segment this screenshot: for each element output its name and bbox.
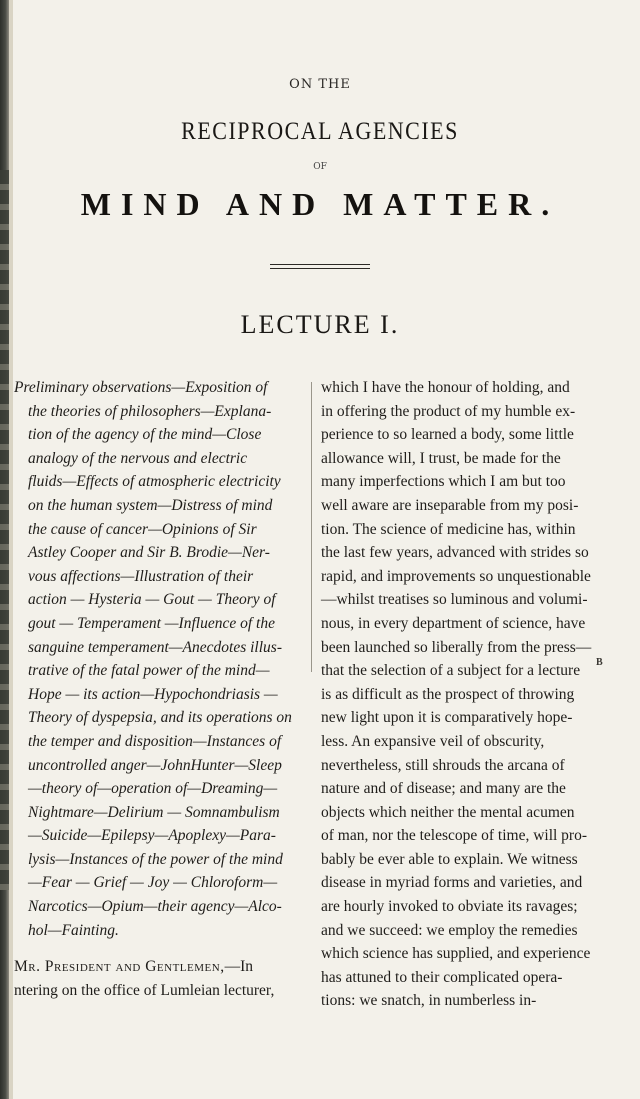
summary-line: uncontrolled anger—JohnHunter—Sleep: [28, 756, 282, 774]
body-line: allowance will, I trust, be made for the: [321, 449, 561, 467]
left-column: [14, 376, 299, 1003]
summary-line: Nightmare—Delirium — Somnambulism: [28, 803, 280, 821]
body-line: and we succeed: we employ the remedies: [321, 921, 578, 939]
body-line: the last few years, advanced with strides so: [321, 544, 589, 562]
decorative-rule-bottom: [270, 268, 370, 269]
body-line: that the selection of a subject for a lecture: [321, 662, 581, 680]
signature-mark: B: [596, 657, 603, 668]
body-line: tions: we snatch, in numberless in-: [321, 992, 537, 1010]
body-line: perience to so learned a body, some little: [321, 426, 574, 444]
summary-line: —Fear — Grief — Joy — Chloroform—: [28, 874, 278, 892]
body-line: —whilst treatises so luminous and volumi-: [321, 591, 588, 609]
body-line: objects which neither the mental acumen: [321, 803, 575, 821]
summary-line: Hope — its action—Hypochondriasis —: [28, 685, 278, 703]
right-column-body: [321, 376, 621, 1013]
body-line: tion. The science of medicine has, within: [321, 520, 576, 538]
body-line: which science has supplied, and experience: [321, 945, 591, 963]
summary-line: Narcotics—Opium—their agency—Alco-: [28, 898, 282, 916]
summary-line: action — Hysteria — Gout — Theory of: [28, 591, 276, 609]
summary-line: gout — Temperament —Influence of the: [28, 614, 275, 632]
summary-line: analogy of the nervous and electric: [28, 449, 248, 467]
address-line2: ntering on the office of Lumleian lecturer,: [14, 982, 275, 1000]
summary-line: lysis—Instances of the power of the mind: [28, 850, 283, 868]
body-line: rapid, and improvements so unquestionable: [321, 567, 591, 585]
summary-line: —theory of—operation of—Dreaming—: [28, 780, 278, 798]
body-line: been launched so liberally from the press—: [321, 638, 592, 656]
summary-line: the cause of cancer—Opinions of Sir: [28, 520, 257, 538]
summary-line: Astley Cooper and Sir B. Brodie—Ner-: [28, 544, 270, 562]
summary-line: tion of the agency of the mind—Close: [28, 426, 262, 444]
summary-line: Preliminary observations—Exposition of: [14, 379, 268, 396]
body-line: are hourly invoked to obviate its ravages;: [321, 898, 578, 916]
heading-of: OF: [313, 162, 327, 172]
lecture-summary: [14, 376, 299, 942]
body-line: well aware are inseparable from my posi-: [321, 496, 579, 514]
column-divider: [311, 382, 312, 672]
summary-line: trative of the fatal power of the mind—: [28, 662, 270, 680]
body-line: nature and of disease; and many are the: [321, 780, 566, 798]
body-line: is as difficult as the prospect of throwing: [321, 685, 575, 703]
body-line: new light upon it is comparatively hope-: [321, 709, 573, 727]
body-line: disease in myriad forms and varieties, and: [321, 874, 583, 892]
summary-line: vous affections—Illustration of their: [28, 567, 254, 585]
body-line: nevertheless, still shrouds the arcana of: [321, 756, 565, 774]
body-line: nous, in every department of science, have: [321, 614, 586, 632]
decorative-rule-top: [270, 264, 370, 265]
summary-line: fluids—Effects of atmospheric electricity: [28, 473, 281, 491]
address-salutation: Mr. President and Gentlemen,: [14, 958, 225, 976]
heading-on-the: ON THE: [289, 77, 351, 92]
body-line: in offering the product of my humble ex-: [321, 402, 576, 420]
body-line: has attuned to their complicated opera-: [321, 968, 563, 986]
summary-line: the temper and disposition—Instances of: [28, 732, 282, 750]
body-line: less. An expansive veil of obscurity,: [321, 732, 545, 750]
body-line: of man, nor the telescope of time, will pro-: [321, 827, 588, 845]
summary-line: Theory of dyspepsia, and its operations on: [28, 709, 292, 727]
lecture-heading: LECTURE I.: [240, 310, 400, 339]
body-line: which I have the honour of holding, and: [321, 379, 570, 396]
title-mind-and-matter: MIND AND MATTER.: [80, 186, 560, 222]
summary-line: hol—Fainting.: [28, 921, 119, 939]
summary-line: sanguine temperament—Anecdotes illus-: [28, 638, 282, 656]
body-line: many imperfections which I am but too: [321, 473, 566, 491]
opening-address: [14, 955, 299, 1003]
summary-line: the theories of philosophers—Explana-: [28, 402, 272, 420]
address-line1-rest: —In: [224, 958, 253, 976]
summary-line: on the human system—Distress of mind: [28, 496, 273, 514]
title-reciprocal-agencies: RECIPROCAL AGENCIES: [181, 116, 459, 145]
summary-line: —Suicide—Epilepsy—Apoplexy—Para-: [28, 827, 276, 845]
body-line: bably be ever able to explain. We witness: [321, 850, 578, 868]
